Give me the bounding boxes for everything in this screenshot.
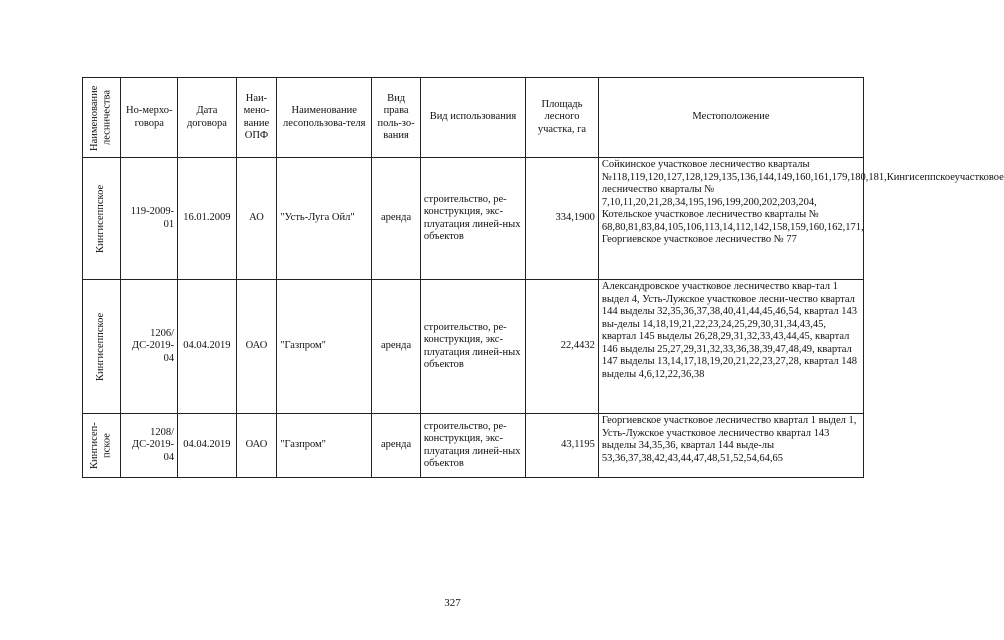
cell-forestry: Кингисеппское [83, 158, 121, 280]
cell-user-name: "Газпром" [277, 414, 372, 478]
cell-area: 43,1195 [526, 414, 599, 478]
header-contract-no: Но-мерхо-говора [121, 78, 178, 158]
cell-usage-type: строительство, ре-конструкция, экс-плуатация линей-ных объектов [420, 158, 525, 280]
header-forestry: Наименование лесничества [83, 78, 121, 158]
cell-forestry: Кингисеп-пское [83, 414, 121, 478]
header-opf: Наи-мено-вание ОПФ [236, 78, 276, 158]
cell-right-type: аренда [372, 414, 421, 478]
forest-lease-table [82, 77, 1004, 478]
header-right-type: Вид права поль-зо-вания [372, 78, 421, 158]
cell-contract-date: 04.04.2019 [178, 414, 237, 478]
cell-area: 22,4432 [526, 280, 599, 414]
table-row [83, 414, 864, 478]
cell-contract-no: 1206/ДС-2019-04 [121, 280, 178, 414]
cell-contract-no: 119-2009-01 [121, 158, 178, 280]
cell-user-name: "Усть-Луга Ойл" [277, 158, 372, 280]
cell-usage-type: строительство, ре-конструкция, экс-плуатация линей-ных объектов [420, 414, 525, 478]
cell-forestry: Кингисеппское [83, 280, 121, 414]
table-header-row [83, 78, 864, 158]
table-row [83, 158, 864, 280]
cell-right-type: аренда [372, 158, 421, 280]
cell-location: Александровское участковое лесничество квар-тал 1 выдел 4, Усть-Лужское участковое лесни-чество квартал 144 выделы 32,35,36,37,38,40,41,44,45,46,54, квартал 143 вы-делы 14,18,19,21,22,23,24,25,29,30,31,34,43,45, квартал 145 выделы 26,28,29,31,32,33,43,44,45, квартал 146 выделы 25,27,29,31,32,33,36,38,39,47,48,49, квартал 147 выделы 13,14,17,18,19,20,21,22,23,27,28, квартал 148 выделы 4,6,12,22,36,38 [598, 280, 863, 414]
cell-contract-date: 04.04.2019 [178, 280, 237, 414]
header-area: Площадь лесного участка, га [526, 78, 599, 158]
cell-opf: ОАО [236, 280, 276, 414]
cell-opf: АО [236, 158, 276, 280]
header-contract-date: Дата договора [178, 78, 237, 158]
header-usage-type: Вид использования [420, 78, 525, 158]
cell-user-name: "Газпром" [277, 280, 372, 414]
cell-right-type: аренда [372, 280, 421, 414]
cell-contract-date: 16.01.2009 [178, 158, 237, 280]
header-user-name: Наименование лесопользова-теля [277, 78, 372, 158]
cell-opf: ОАО [236, 414, 276, 478]
header-location: Местоположение [598, 78, 863, 158]
cell-area: 334,1900 [526, 158, 599, 280]
page-number: 327 [444, 597, 461, 609]
cell-location: Сойкинское участковое лесничество кварталы №118,119,120,127,128,129,135,136,144,149,160,161,179,180,181,Кингисеппскоеучастковое лесничество кварталы № 7,10,11,20,21,28,34,195,196,199,200,202,203,204, Котельское участковое лесничество кварталы № 68,80,81,83,84,105,106,113,14,112,142,158,159,160,162,171, Георгиевское участковое лесничество № 77 [598, 158, 863, 280]
table-row [83, 280, 864, 414]
cell-usage-type: строительство, ре-конструкция, экс-плуатация линей-ных объектов [420, 280, 525, 414]
cell-location: Георгиевское участковое лесничество квартал 1 выдел 1, Усть-Лужское участковое лесничество квартал 143 выделы 34,35,36, квартал 144 выде-лы 53,36,37,38,42,43,44,47,48,51,52,54,64,65 [598, 414, 863, 478]
cell-contract-no: 1208/ДС-2019-04 [121, 414, 178, 478]
